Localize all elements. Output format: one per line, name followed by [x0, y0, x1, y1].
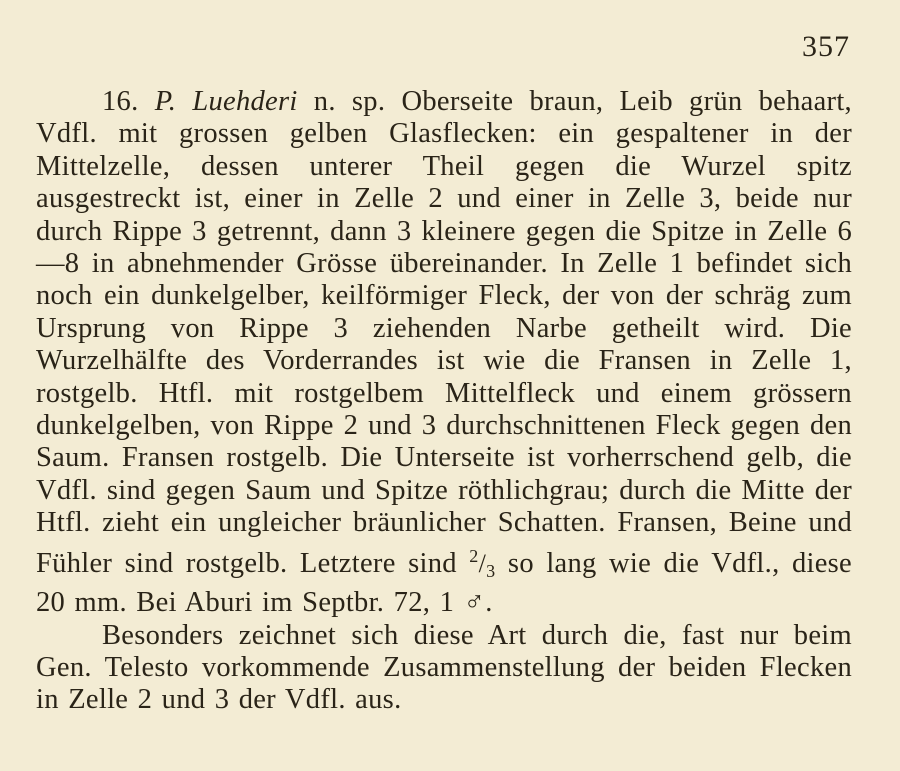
fraction-denominator: 3 — [486, 560, 496, 581]
species-name: Luehderi — [192, 86, 298, 117]
description-text: Oberseite braun, Leib grün behaart, Vdfl. mit grossen gelben Glasflecken: ein gespaltener in der Mittelzelle, dessen unterer Theil gegen die Wurzel spitz ausgestreckt ist, einer in Zelle 2 und einer in Zelle 3, beide nur durch Rippe 3 getrennt, dann 3 kleinere gegen die Spitze in Zelle 6—8 in abnehmender Grösse übereinander. In Zelle 1 befindet sich noch ein dunkelgelber, keilförmiger Fleck, der von der schräg zum Ursprung von Rippe 3 ziehenden Narbe getheilt wird. Die Wurzelhälfte des Vorderrandes ist wie die Fransen in Zelle 1, rostgelb. Htfl. mit rostgelbem Mittelfleck und einem grössern dunkelgelben, von Rippe 2 und 3 durchschnittenen Fleck gegen den Saum. Fransen rostgelb. Die Unterseite ist vorherrschend gelb, die Vdfl. sind gegen Saum und Spitze röthlichgrau; durch die Mitte der Htfl. zieht ein ungleicher bräunlicher Schatten. Fransen, Beine und Fühler sind rostgelb. Letztere sind — [36, 86, 852, 579]
fraction-numerator: 2 — [469, 545, 479, 566]
species-suffix: n. sp. — [313, 86, 386, 117]
genus-abbrev: P. — [154, 86, 177, 117]
closing-paragraph: Besonders zeichnet sich diese Art durch die, fast nur beim Gen. Telesto vorkommende Zusammenstellung der beiden Flecken in Zelle 2 und 3 der Vdfl. aus. — [36, 619, 852, 716]
page-number: 357 — [802, 30, 850, 63]
description-text-end: so lang wie die Vdfl., diese 20 mm. Bei Aburi im Septbr. 72, 1 ♂. — [36, 547, 852, 619]
fraction-two-thirds: $^2/_3$ — [469, 545, 496, 581]
species-entry — [36, 86, 852, 620]
body-text — [36, 86, 852, 717]
entry-number: 16. — [102, 86, 139, 117]
